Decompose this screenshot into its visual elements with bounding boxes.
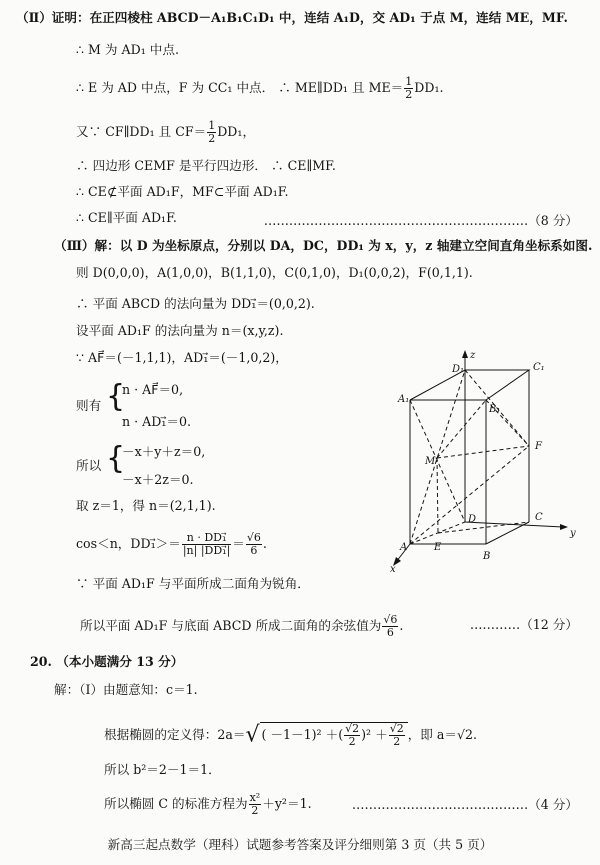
y-axis <box>465 522 563 527</box>
label-y: y <box>570 528 576 539</box>
line-cf-parallel <box>76 120 255 145</box>
text-cos: cos＜n，DD₁⃗＞＝ <box>76 536 181 551</box>
radicand <box>260 722 408 748</box>
fraction-num: 1 <box>405 75 413 88</box>
fraction-half <box>404 76 413 101</box>
fraction-den: 2 <box>405 88 413 101</box>
text-equals: ＝ <box>232 536 245 551</box>
page-footer: 新高三起点数学（理科）试题参考答案及评分细则第 3 页（共 5 页） <box>107 837 493 852</box>
fraction-num: √6 <box>246 531 261 544</box>
text-period: . <box>399 618 404 633</box>
z-arrow-icon <box>462 350 468 358</box>
fraction-den: 2 <box>348 735 356 748</box>
brace-icon: { <box>106 379 126 414</box>
radicand-part: )² ＋ <box>361 727 388 742</box>
equation-row: －x＋y＋z＝0, <box>122 444 206 459</box>
fraction-half <box>207 120 216 145</box>
line-mf <box>437 446 529 458</box>
radical-icon: √ <box>245 722 260 748</box>
brace-icon: { <box>106 441 126 476</box>
label-c1: C₁ <box>533 362 545 373</box>
fraction-root6 <box>246 532 262 557</box>
fraction-den: 2 <box>251 804 259 817</box>
label-e: E <box>434 542 442 553</box>
line-normal-abcd: ∴ 平面 ABCD 的法向量为 DD₁⃗＝(0,0,2). <box>76 296 315 311</box>
fraction-num: √2 <box>389 722 404 735</box>
line-part3-solution: （Ⅲ）解：以 D 为坐标原点，分别以 DA，DC，DD₁ 为 x，y，z 轴建立空间直角坐标系如图. <box>54 238 593 253</box>
fraction-root6 <box>382 614 398 639</box>
label-b: B <box>483 551 491 562</box>
fraction-den: 6 <box>250 544 258 557</box>
text-dd1: DD₁. <box>414 80 444 95</box>
line-part2-proof: （Ⅱ）证明：在正四棱柱 ABCD－A₁B₁C₁D₁ 中，连结 A₁D，交 AD₁ 于点 M，连结 ME，MF. <box>16 10 568 25</box>
score-8: ………………………………………………………（8 分） <box>263 213 578 228</box>
line-mb1 <box>437 400 486 458</box>
score-12: …………（12 分） <box>469 617 578 632</box>
text-period: . <box>262 536 267 551</box>
y-arrow-icon <box>560 524 568 530</box>
label-d: D <box>468 514 477 525</box>
fraction-root2 <box>344 723 360 748</box>
line-acute-angle: ∵ 平面 AD₁F 与平面所成二面角为锐角． <box>76 576 310 591</box>
question-20-header: 20. （本小题满分 13 分） <box>30 654 184 669</box>
fraction-root2 <box>389 723 405 748</box>
score-4: ……………………………………（4 分） <box>351 797 578 812</box>
label-a1: A₁ <box>398 394 410 405</box>
fraction-num: √2 <box>345 722 360 735</box>
edge-bc <box>486 522 529 544</box>
fraction-den: 2 <box>393 735 401 748</box>
line-part1-c: 解：（Ⅰ）由题意知：c＝1. <box>54 682 198 697</box>
edge-ad <box>410 522 465 544</box>
line-m-midpoint: ∴ M 为 AD₁ 中点. <box>76 42 179 57</box>
text-a-value: ，即 a＝√2. <box>407 727 478 742</box>
fraction-den: 2 <box>208 132 216 145</box>
line-b-squared: 所以 b²＝2－1＝1． <box>104 762 221 777</box>
text-standard-eq: 所以椭圆 C 的标准方程为 <box>104 796 248 811</box>
fraction-num: 1 <box>208 119 216 132</box>
label-x: x <box>390 564 396 575</box>
fraction-den: 6 <box>386 626 394 639</box>
label-b1: B₁ <box>489 404 501 415</box>
top-face <box>410 370 529 400</box>
line-vectors: ∵ AF⃗＝(－1,1,1)，AD₁⃗＝(－1,0,2)， <box>76 350 288 365</box>
text-dd1: DD₁， <box>217 124 256 139</box>
label-m: M <box>425 456 436 467</box>
radicand-part: ( －1－1)² ＋( <box>261 727 344 742</box>
line-cosine <box>76 532 267 557</box>
text-cf-parallel: 又∵ CF∥DD₁ 且 CF＝ <box>76 124 207 139</box>
line-ellipse-definition <box>104 722 477 748</box>
line-take-z: 取 z＝1，得 n＝(2,1,1). <box>76 498 216 513</box>
text-conclusion: 所以平面 AD₁F 与底面 ABCD 所成二面角的余弦值为 <box>80 618 382 633</box>
fraction-num: n · DD₁⃗ <box>182 532 231 545</box>
equation-system-2 <box>76 440 276 496</box>
label-c: C <box>535 512 543 523</box>
text-then: 则有 <box>76 398 102 413</box>
prism-figure <box>388 350 588 580</box>
fraction-x2 <box>249 792 262 817</box>
text-plus-y2: ＋y²＝1. <box>262 796 312 811</box>
label-f: F <box>535 441 542 452</box>
line-normal-ad1f: 设平面 AD₁F 的法向量为 n＝(x,y,z). <box>76 323 284 338</box>
equation-row: －x＋2z＝0. <box>122 472 194 487</box>
fraction-cos <box>182 532 231 557</box>
line-ce-parallel-plane: ∴ CE∥平面 AD₁F. <box>76 210 177 225</box>
text-definition: 根据椭圆的定义得：2a＝ <box>104 727 246 742</box>
line-ellipse-equation <box>104 792 312 817</box>
equation-row: n · AD₁⃗＝0. <box>122 414 191 429</box>
label-d1: D₁ <box>452 364 465 375</box>
text-e-f-midpoints: ∴ E 为 AD 中点，F 为 CC₁ 中点． ∴ ME∥DD₁ 且 ME＝ <box>76 80 404 95</box>
line-parallelogram: ∴ 四边形 CEMF 是平行四边形． ∴ CE∥MF. <box>76 158 336 173</box>
line-coordinates: 则 D(0,0,0)，A(1,0,0)，B(1,1,0)，C(0,1,0)，D₁(0,0,2)，F(0,1,1). <box>76 265 473 280</box>
fraction-num: x² <box>249 791 261 804</box>
fraction-den: |n| |DD₁⃗| <box>182 544 231 557</box>
label-z: z <box>470 350 476 361</box>
line-ce-not-in-plane: ∴ CE⊄平面 AD₁F，MF⊂平面 AD₁F. <box>76 184 289 199</box>
equation-row: n · AF⃗＝0, <box>122 382 184 397</box>
text-so: 所以 <box>76 458 102 473</box>
line-conclusion <box>80 614 403 639</box>
fraction-num: √6 <box>383 613 398 626</box>
label-a: A <box>400 542 408 553</box>
line-e-f-midpoints <box>76 76 444 101</box>
equation-system-1 <box>76 378 276 438</box>
